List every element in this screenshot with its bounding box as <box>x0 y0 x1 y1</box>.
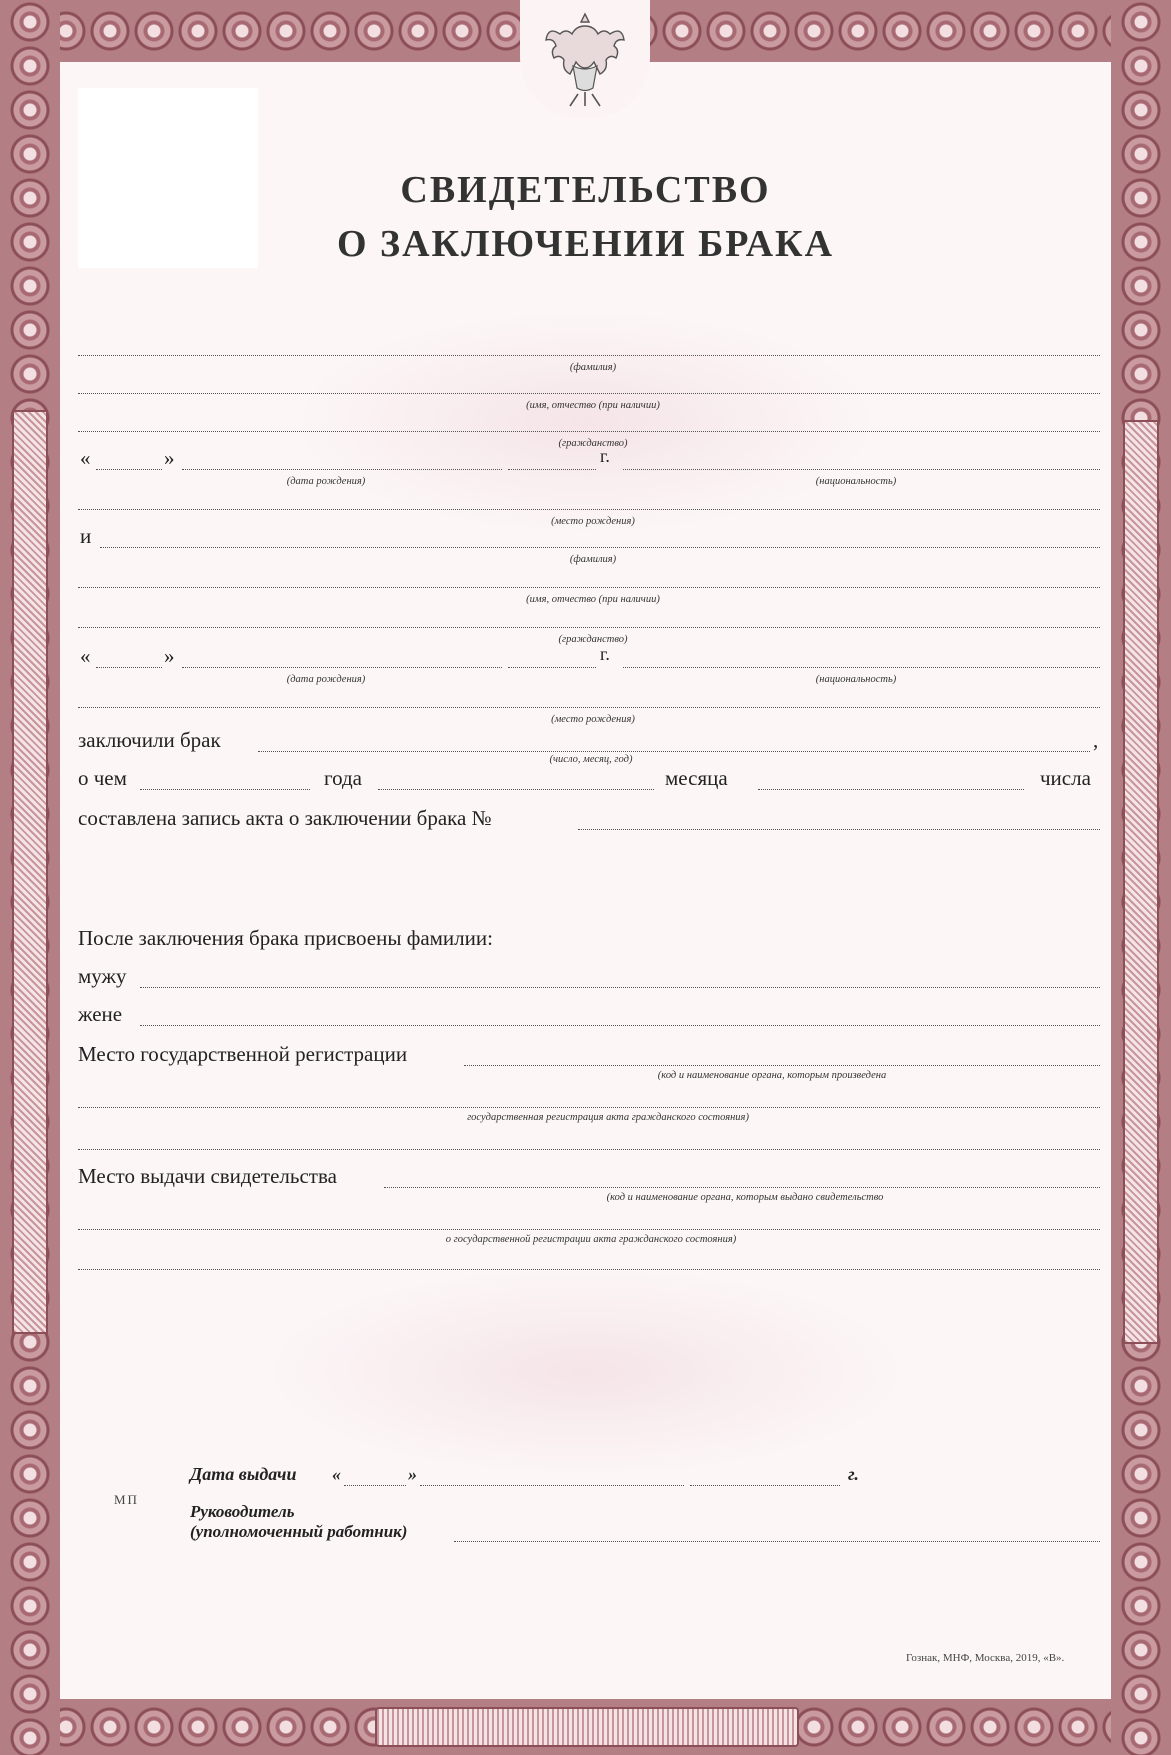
spouse1-name-field[interactable] <box>78 393 1100 394</box>
issue-place-row-2 <box>78 1204 1100 1245</box>
surnames-after-row <box>78 924 1100 954</box>
spouse1-name-row <box>78 368 1100 411</box>
caption-birth-place: (место рождения) <box>551 516 635 527</box>
double-headed-eagle-icon <box>540 4 630 114</box>
surnames-after-label: После заключения брака присвоены фамилии: <box>78 926 493 950</box>
year-abbrev: г. <box>600 446 610 466</box>
and-conjunction: и <box>80 524 92 548</box>
spouse1-birth-year-field[interactable] <box>508 469 596 470</box>
spouse1-birthplace-field[interactable] <box>78 509 1100 510</box>
certificate-title-line2: О ЗАКЛЮЧЕНИИ БРАКА <box>336 223 835 265</box>
reg-place-row-2 <box>78 1082 1100 1123</box>
issue-place-field[interactable] <box>384 1187 1100 1188</box>
guilloche-bar-bottom <box>375 1707 799 1747</box>
spouse2-name-field[interactable] <box>78 587 1100 588</box>
crest-emblem <box>520 0 650 118</box>
spouse2-citizenship-row <box>78 602 1100 645</box>
year-abbrev: г. <box>600 644 610 664</box>
spouse1-surname-row <box>78 330 1100 373</box>
caption-name: (имя, отчество (при наличии) <box>526 400 660 411</box>
guilloche-bar-right <box>1123 420 1159 1344</box>
spouse2-birth-year-field[interactable] <box>508 667 596 668</box>
issue-place-row <box>78 1162 1100 1203</box>
printer-imprint: Гознак, МНФ, Москва, 2019, «В». <box>906 1652 1065 1664</box>
head-signature-row <box>78 1516 1100 1546</box>
caption-marriage-date: (число, месяц, год) <box>549 754 633 765</box>
about-label: о чем <box>78 766 127 790</box>
issue-year-field[interactable] <box>690 1485 840 1486</box>
caption-issue-place-2: о государственной регистрации акта гражданского состояния) <box>445 1234 737 1245</box>
wife-label: жене <box>78 1002 123 1026</box>
caption-issue-place-1: (код и наименование органа, которым выдано свидетельство <box>606 1192 884 1203</box>
comma: , <box>1093 728 1099 752</box>
record-label: составлена запись акта о заключении брака № <box>78 806 492 830</box>
month-word-label: месяца <box>665 766 728 790</box>
spouse2-citizenship-field[interactable] <box>78 627 1100 628</box>
spouse1-birthplace-row <box>78 484 1100 527</box>
spouse1-birth-month-field[interactable] <box>182 469 502 470</box>
guilloche-bar-left <box>12 410 48 1334</box>
issue-date-row <box>78 1460 1100 1490</box>
spouse2-nationality-field[interactable] <box>623 667 1100 668</box>
spouse2-birth-day-field[interactable] <box>96 667 162 668</box>
quote-close: » <box>164 446 175 470</box>
caption-name: (имя, отчество (при наличии) <box>526 594 660 605</box>
quote-close: » <box>408 1464 417 1484</box>
spouse1-birth-row <box>78 444 1100 487</box>
marriage-date-field[interactable] <box>258 751 1090 752</box>
issue-date-label: Дата выдачи <box>190 1464 297 1484</box>
record-date-row <box>78 764 1100 794</box>
record-day-field[interactable] <box>758 789 1024 790</box>
caption-birth-date: (дата рождения) <box>286 674 366 685</box>
husband-row <box>78 962 1100 992</box>
paper-overlay <box>60 62 1111 1699</box>
caption-surname: (фамилия) <box>569 362 617 373</box>
reg-place-field[interactable] <box>464 1065 1100 1066</box>
caption-nationality: (национальность) <box>815 674 897 685</box>
quote-open: « <box>80 446 91 470</box>
husband-surname-field[interactable] <box>140 987 1100 988</box>
marriage-date-row <box>78 726 1100 765</box>
reg-place-label: Место государственной регистрации <box>78 1042 408 1066</box>
quote-close: » <box>164 644 175 668</box>
quote-open: « <box>80 644 91 668</box>
spouse2-surname-row <box>78 522 1100 565</box>
spouse2-birthplace-row <box>78 682 1100 725</box>
issue-day-field[interactable] <box>344 1485 406 1486</box>
married-label: заключили брак <box>78 728 221 752</box>
day-word-label: числа <box>1040 766 1091 790</box>
spouse2-surname-field[interactable] <box>100 547 1100 548</box>
spouse2-birthplace-field[interactable] <box>78 707 1100 708</box>
head-title-line1: Руководитель <box>190 1502 295 1521</box>
issue-place-label: Место выдачи свидетельства <box>78 1164 337 1188</box>
quote-open: « <box>332 1464 341 1484</box>
reg-place-row <box>78 1040 1100 1081</box>
certificate-title-line1: СВИДЕТЕЛЬСТВО <box>400 169 771 211</box>
caption-surname: (фамилия) <box>569 554 617 565</box>
spouse2-name-row <box>78 562 1100 605</box>
caption-nationality: (национальность) <box>815 476 897 487</box>
caption-birth-date: (дата рождения) <box>286 476 366 487</box>
record-year-field[interactable] <box>140 789 310 790</box>
caption-birth-place: (место рождения) <box>551 714 635 725</box>
record-number-field[interactable] <box>578 829 1100 830</box>
reg-place-field-3[interactable] <box>78 1149 1100 1150</box>
issue-place-field-2[interactable] <box>78 1229 1100 1230</box>
record-month-field[interactable] <box>378 789 654 790</box>
seal-place: МП <box>114 1492 139 1507</box>
issue-month-field[interactable] <box>420 1485 684 1486</box>
issue-place-field-3[interactable] <box>78 1269 1100 1270</box>
spouse1-citizenship-row <box>78 406 1100 449</box>
issue-place-row-3 <box>78 1244 1100 1274</box>
caption-reg-place-2: государственная регистрация акта гражданского состояния) <box>467 1112 749 1123</box>
husband-label: мужу <box>78 964 127 988</box>
head-signature-field[interactable] <box>454 1541 1100 1542</box>
spouse1-surname-field[interactable] <box>78 355 1100 356</box>
spouse2-birth-row <box>78 642 1100 685</box>
spouse2-birth-month-field[interactable] <box>182 667 502 668</box>
spouse1-birth-day-field[interactable] <box>96 469 162 470</box>
reg-place-field-2[interactable] <box>78 1107 1100 1108</box>
wife-row <box>78 1000 1100 1030</box>
caption-citizenship: (гражданство) <box>558 634 628 645</box>
reg-place-row-3 <box>78 1124 1100 1154</box>
wife-surname-field[interactable] <box>140 1025 1100 1026</box>
caption-reg-place-1: (код и наименование органа, которым произведена <box>657 1070 887 1081</box>
record-number-row <box>78 804 1100 834</box>
head-title-line2: (уполномоченный работник) <box>190 1522 408 1541</box>
spouse1-citizenship-field[interactable] <box>78 431 1100 432</box>
year-word-label: года <box>324 766 362 790</box>
year-abbrev: г. <box>848 1464 859 1484</box>
caption-citizenship: (гражданство) <box>558 438 628 449</box>
spouse1-nationality-field[interactable] <box>623 469 1100 470</box>
